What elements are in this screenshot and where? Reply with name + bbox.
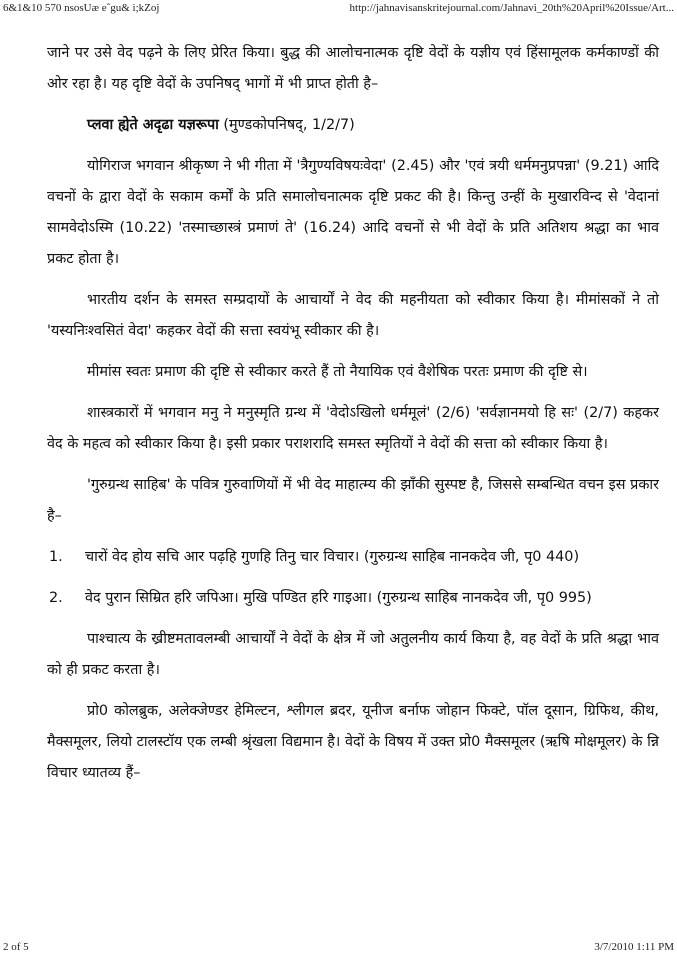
paragraph-manu: शास्त्रकारों में भगवान मनु ने मनुस्मृति ग्रन्थ में 'वेदोऽखिलो धर्ममूलं' (2/6) 'सर्वज्ञानमयो हि सः' (2/7) कहकर वेद के महत्व को स्वीकार किया है। इसी प्रकार पराशरादि समस्त स्मृतियों ने वेदों की सत्ता को स्वीकार किया है। bbox=[47, 405, 659, 452]
paragraph-western: पाश्चात्य के ख्रीष्टमतावलम्बी आचार्यों ने वेदों के क्षेत्र में जो अतुलनीय कार्य किया है, वह वेदों के प्रति श्रद्धा भाव को ही प्रकट करता है। bbox=[47, 631, 659, 678]
list-text: चारों वेद होय सचि आर पढ़हि गुणहि तिनु चार विचार। (गुरुग्रन्थ साहिब नानकदेव जी, पृ0 440) bbox=[85, 549, 580, 565]
paragraph-buddha: जाने पर उसे वेद पढ़ने के लिए प्रेरित किया। बुद्ध की आलोचनात्मक दृष्टि वेदों के यज्ञीय एवं हिंसामूलक कर्मकाण्डों की ओर रहा है। यह दृष्टि वेदों के उपनिषद् भागों में भी प्राप्त होती है– bbox=[47, 45, 659, 92]
article-body bbox=[47, 38, 659, 799]
list-item bbox=[47, 542, 659, 573]
paragraph-gurugranth: 'गुरुग्रन्थ साहिब' के पवित्र गुरुवाणियों में भी वेद माहात्म्य की झाँकी सुस्पष्ट है, जिससे सम्बन्धित वचन इस प्रकार है– bbox=[47, 477, 659, 524]
list-text: वेद पुरान सिम्रित हरि जपिआ। मुखि पण्डित हरि गाइआ। (गुरुग्रन्थ साहिब नानकदेव जी, पृ0 995) bbox=[85, 590, 592, 606]
verse-reference: (मुण्डकोपनिषद्, 1/2/7) bbox=[218, 117, 355, 133]
header-url: http://jahnavisanskritejournal.com/Jahnavi_20th%20April%20Issue/Art... bbox=[349, 2, 674, 14]
header-page-title: 6&1&10 570 nsosUæ eˆgu& i;kZoj bbox=[3, 2, 160, 14]
paragraph-krishna: योगिराज भगवान श्रीकृष्ण ने भी गीता में 'त्रैगुण्यविषयःवेदा' (2.45) और 'एवं त्रयी धर्ममनुप्रपन्ना' (9.21) आदि वचनों के द्वारा वेदों के सकाम कर्मों के प्रति समालोचनात्मक दृष्टि प्रकट की है। किन्तु उन्हीं के मुखारविन्द से 'वेदानां सामवेदोऽस्मि (10.22) 'तस्माच्छास्त्रं प्रमाणं ते' (16.24) आदि वचनों से भी वेदों के प्रति अतिशय श्रद्धा का भाव प्रकट होता है। bbox=[47, 158, 659, 267]
footer-page-number: 2 of 5 bbox=[3, 941, 29, 953]
list-number: 1. bbox=[49, 549, 63, 565]
list-item bbox=[47, 583, 659, 614]
list-number: 2. bbox=[49, 590, 63, 606]
verse-quote bbox=[47, 110, 659, 141]
paragraph-mimamsa: मीमांस स्वतः प्रमाण की दृष्टि से स्वीकार करते हैं तो नैयायिक एवं वैशेषिक परतः प्रमाण की दृष्टि से। bbox=[87, 364, 588, 380]
verse-text: प्लवा ह्येते अदृढा यज्ञरूपा bbox=[87, 117, 219, 133]
paragraph-darshan: भारतीय दर्शन के समस्त सम्प्रदायों के आचार्यों ने वेद की महनीयता को स्वीकार किया है। मीमांसकों ने तो 'यस्यनिःश्वसितं वेदा' कहकर वेदों की सत्ता स्वयंभू स्वीकार की है। bbox=[47, 292, 659, 339]
footer-datetime: 3/7/2010 1:11 PM bbox=[594, 941, 674, 953]
paragraph-scholars: प्रो0 कोलब्रुक, अलेक्जेण्डर हेमिल्टन, श्लीगल ब्रदर, यूनीज बर्नाफ जोहान फिक्टे, पॉल दूसान, ग्रिफिथ, कीथ, मैक्समूलर, लियो टालस्टॉय एक लम्बी श्रृंखला विद्यमान है। वेदों के विषय में उक्त प्रो0 मैक्समूलर (ऋषि मोक्षमूलर) के न्नि विचार ध्यातव्य हैं– bbox=[47, 703, 659, 781]
